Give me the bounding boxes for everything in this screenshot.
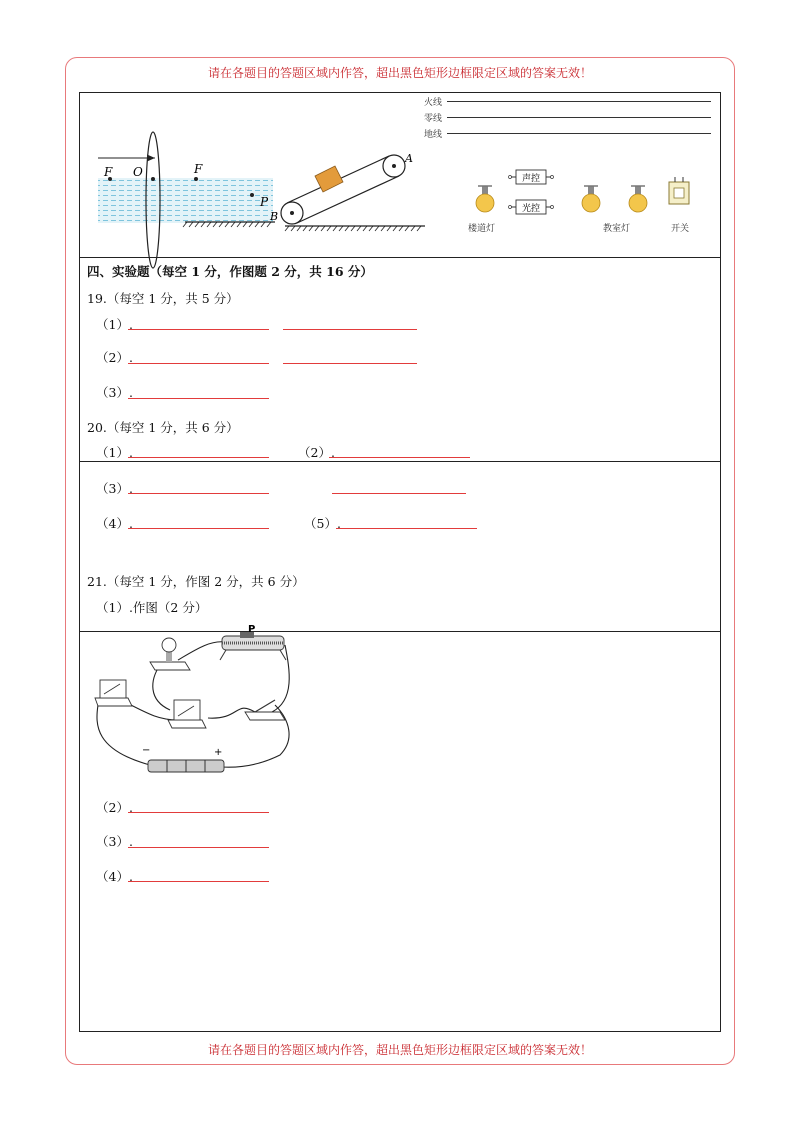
q21-item-4-label: （4）. [96, 869, 133, 884]
q20-3-answer-blank-b[interactable] [332, 493, 466, 494]
meter-right-icon [168, 700, 206, 728]
q20-5-answer-blank[interactable] [336, 528, 477, 529]
divider-q20 [79, 461, 721, 462]
lens-label-o: O [133, 165, 143, 179]
q19-1-answer-blank-a[interactable] [128, 329, 269, 330]
wall-switch-icon [669, 177, 689, 204]
classroom-lamp-label: 教室灯 [603, 224, 631, 234]
q21-4-answer-blank[interactable] [128, 881, 269, 882]
q19-1-answer-blank-b[interactable] [283, 329, 417, 330]
q20-item-5-label: （5）. [304, 516, 341, 531]
meter-left-icon [95, 680, 132, 706]
bottom-warning: 请在各题目的答题区域内作答，超出黑色矩形边框限定区域的答案无效！ [207, 1043, 592, 1057]
sound-switch-label: 声控 [521, 174, 541, 184]
apparatus-figure [90, 620, 310, 775]
q20-item-3-label: （3）. [96, 481, 133, 496]
top-warning: 请在各题目的答题区域内作答，超出黑色矩形边框限定区域的答案无效！ [207, 66, 592, 80]
q19-item-3-label: （3）. [96, 385, 133, 400]
q20-2-answer-blank[interactable] [329, 457, 470, 458]
q21-item-3-label: （3）. [96, 834, 133, 849]
q20-1-answer-blank[interactable] [128, 457, 269, 458]
section4-title: 四、实验题（每空 1 分，作图题 2 分，共 16 分） [87, 264, 373, 279]
battery-plus-label: + [214, 747, 223, 758]
rheostat-icon [220, 632, 286, 660]
conveyor-label-a: A [405, 152, 413, 165]
live-wire-label: 火线 [424, 98, 443, 108]
divider-drawing-section [79, 257, 721, 258]
q19-3-answer-blank[interactable] [128, 398, 269, 399]
q19-2-answer-blank-b[interactable] [283, 363, 417, 364]
bulb-on-base-icon [150, 638, 190, 670]
q20-3-answer-blank-a[interactable] [128, 493, 269, 494]
q21-item-2-label: （2）. [96, 800, 133, 815]
q19-2-answer-blank-a[interactable] [128, 363, 269, 364]
q20-4-answer-blank[interactable] [128, 528, 269, 529]
lens-figure [95, 128, 280, 233]
rheostat-label-p: P [248, 624, 256, 635]
switch-label: 开关 [671, 224, 690, 234]
q20-title: 20.（每空 1 分，共 6 分） [87, 420, 239, 435]
q21-title: 21.（每空 1 分，作图 2 分，共 6 分） [87, 574, 305, 589]
light-switch-label: 光控 [521, 204, 541, 214]
q19-item-2-label: （2）. [96, 350, 133, 365]
conveyor-label-b: B [270, 210, 279, 223]
q19-item-1-label: （1）. [96, 317, 133, 332]
q19-title: 19.（每空 1 分，共 5 分） [87, 291, 239, 306]
q20-item-4-label: （4）. [96, 516, 133, 531]
battery-pack-icon [148, 760, 224, 772]
neutral-wire-label: 零线 [424, 114, 443, 124]
ground-wire-label: 地线 [424, 130, 443, 140]
battery-minus-label: − [142, 745, 151, 756]
lens-label-f-left: F [104, 165, 113, 179]
conveyor-figure [265, 140, 430, 235]
live-wire [447, 101, 711, 102]
q21-item-1-label: （1）.作图（2 分） [96, 600, 208, 615]
q21-2-answer-blank[interactable] [128, 812, 269, 813]
classroom-lamp-2-icon [629, 186, 647, 212]
q21-3-answer-blank[interactable] [128, 847, 269, 848]
stair-lamp-icon [476, 186, 494, 212]
circuit-components [460, 165, 700, 225]
classroom-lamp-1-icon [582, 186, 600, 212]
q20-item-1-label: （1）. [96, 445, 133, 460]
stair-lamp-label: 楼道灯 [468, 224, 496, 234]
neutral-wire [447, 117, 711, 118]
lens-label-f-right: F [194, 162, 203, 176]
ground-wire [447, 133, 711, 134]
lens-label-p: P [260, 195, 269, 209]
q20-item-2-label: （2）. [298, 445, 335, 460]
